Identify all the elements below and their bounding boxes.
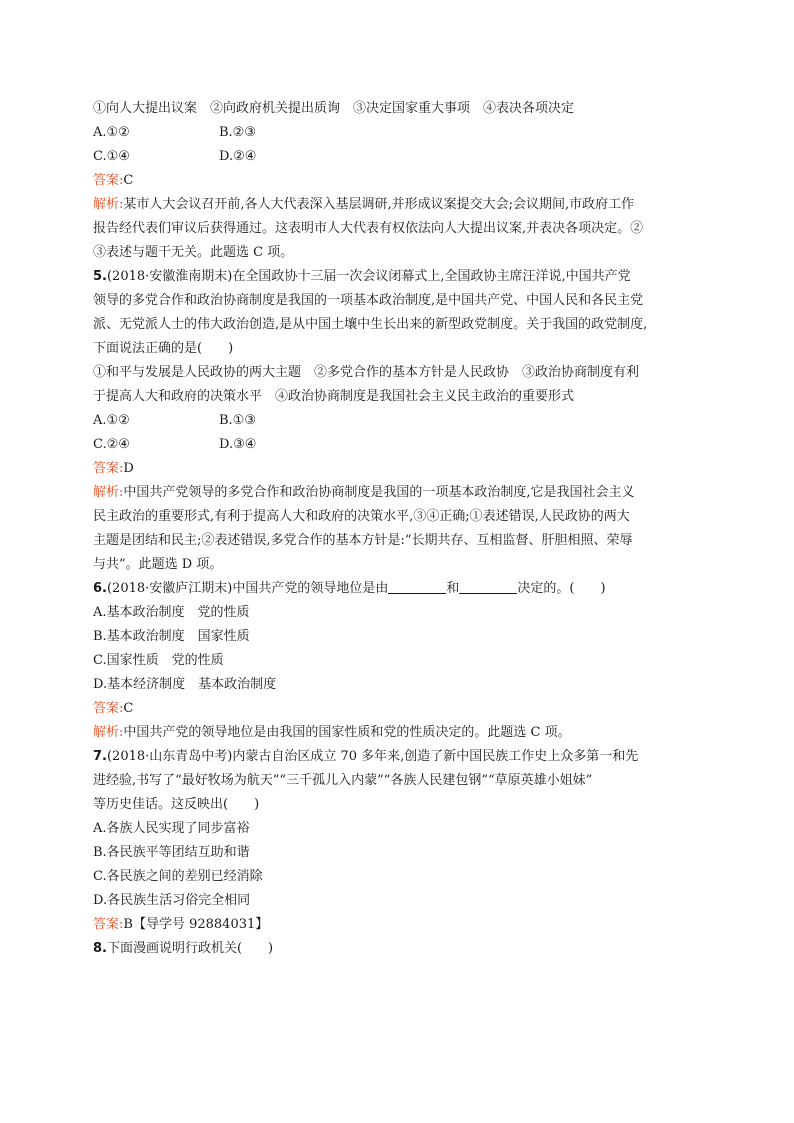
q5-stem-line-1 bbox=[93, 265, 713, 289]
q5-option-d: D.③④ bbox=[219, 437, 257, 452]
question-text: (2018·安徽淮南期末)在全国政协十三届一次会议闭幕式上,全国政协主席汪洋说,中国共产党 bbox=[106, 269, 631, 284]
q5-analysis-line-2: 民主政治的重要形式,有利于提高人大和政府的决策水平,③④正确;①表述错误,人民政协的两大 bbox=[93, 509, 630, 524]
q7-option-b: B.各民族平等团结互助和谐 bbox=[93, 845, 250, 860]
question-number: 7. bbox=[93, 749, 107, 764]
q5-options-row2 bbox=[93, 433, 713, 457]
analysis-text: 中国共产党领导的多党合作和政治协商制度是我国的一项基本政治制度,它是我国社会主义 bbox=[123, 485, 635, 500]
analysis-label: 解析: bbox=[93, 725, 124, 740]
q5-option-b: B.①③ bbox=[219, 413, 256, 428]
answer-value: B bbox=[123, 917, 133, 932]
analysis-label: 解析: bbox=[93, 485, 124, 500]
q4-option-d: D.②④ bbox=[219, 149, 257, 164]
q4-statements: ①向人大提出议案 ②向政府机关提出质询 ③决定国家重大事项 ④表决各项决定 bbox=[93, 101, 575, 116]
answer-value: C bbox=[123, 701, 134, 716]
q5-stem-line-2: 领导的多党合作和政治协商制度是我国的一项基本政治制度,是中国共产党、中国人民和各民主党 bbox=[93, 293, 644, 308]
q6-stem bbox=[93, 577, 713, 601]
q7-answer bbox=[93, 913, 713, 937]
answer-label: 答案: bbox=[93, 701, 124, 716]
q4-answer bbox=[93, 169, 713, 193]
fill-blank-2 bbox=[459, 578, 517, 594]
q4-analysis-line-2: 报告经代表们审议后获得通过。这表明市人大代表有权依法向人大提出议案,并表决各项决定。② bbox=[93, 221, 644, 236]
q5-option-a: A.①② bbox=[93, 413, 130, 428]
q4-analysis-line-3: ③表述与题干无关。此题选 C 项。 bbox=[93, 245, 294, 260]
q5-stem-line-3: 派、无党派人士的伟大政治创造,是从中国土壤中生长出来的新型政党制度。关于我国的政党制度, bbox=[93, 317, 648, 332]
q5-options-row1 bbox=[93, 409, 713, 433]
document-page bbox=[93, 97, 713, 961]
answer-label: 答案: bbox=[93, 173, 124, 188]
question-number: 5. bbox=[93, 269, 107, 284]
q6-analysis-line-1 bbox=[93, 721, 713, 745]
q7-stem-line-1 bbox=[93, 745, 713, 769]
question-number: 6. bbox=[93, 581, 107, 596]
question-number: 8. bbox=[93, 941, 107, 956]
q7-stem-line-2: 进经验,书写了“最好牧场为航天”“三千孤儿入内蒙”“各族人民建包钢”“草原英雄小姐妹” bbox=[93, 773, 593, 788]
answer-label: 答案: bbox=[93, 917, 124, 932]
q4-option-a: A.①② bbox=[93, 125, 130, 140]
q5-answer bbox=[93, 457, 713, 481]
fill-blank-1 bbox=[388, 578, 446, 594]
q4-options-row1 bbox=[93, 121, 713, 145]
q4-option-b: B.②③ bbox=[219, 125, 256, 140]
q5-statements-2: 于提高人大和政府的决策水平 ④政治协商制度是我国社会主义民主政治的重要形式 bbox=[93, 389, 575, 404]
q5-analysis-line-1 bbox=[93, 481, 713, 505]
q5-statements-1: ①和平与发展是人民政协的两大主题 ②多党合作的基本方针是人民政协 ③政治协商制度有利 bbox=[93, 365, 640, 380]
q4-option-c: C.①④ bbox=[93, 149, 130, 164]
q6-option-c: C.国家性质 党的性质 bbox=[93, 653, 224, 668]
q5-option-c: C.②④ bbox=[93, 437, 130, 452]
q4-analysis-line-1 bbox=[93, 193, 713, 217]
analysis-text: 某市人大会议召开前,各人大代表深入基层调研,并形成议案提交大会;会议期间,市政府工作 bbox=[123, 197, 635, 212]
q6-answer bbox=[93, 697, 713, 721]
q8-stem bbox=[93, 937, 713, 961]
question-text-post: 决定的。( ) bbox=[517, 581, 606, 596]
analysis-label: 解析: bbox=[93, 197, 124, 212]
q7-stem-line-3: 等历史佳话。这反映出( ) bbox=[93, 797, 260, 812]
q7-option-c: C.各民族之间的差别已经消除 bbox=[93, 869, 263, 884]
question-text: 下面漫画说明行政机关( ) bbox=[106, 941, 274, 956]
question-text: (2018·山东青岛中考)内蒙古自治区成立 70 多年来,创造了新中国民族工作史上众多第一和先 bbox=[106, 749, 639, 764]
q7-option-a: A.各族人民实现了同步富裕 bbox=[93, 821, 250, 836]
guide-number: 【导学号 92884031】 bbox=[132, 917, 269, 932]
q6-option-a: A.基本政治制度 党的性质 bbox=[93, 605, 250, 620]
question-text: (2018·安徽庐江期末)中国共产党的领导地位是由 bbox=[106, 581, 389, 596]
q4-options-row2 bbox=[93, 145, 713, 169]
q5-analysis-line-4: 与共”。此题选 D 项。 bbox=[93, 557, 223, 572]
answer-label: 答案: bbox=[93, 461, 124, 476]
q5-analysis-line-3: 主题是团结和民主;②表述错误,多党合作的基本方针是:“长期共存、互相监督、肝胆相照、荣辱 bbox=[93, 533, 633, 548]
answer-value: D bbox=[123, 461, 134, 476]
q7-option-d: D.各民族生活习俗完全相同 bbox=[93, 893, 251, 908]
analysis-text: 中国共产党的领导地位是由我国的国家性质和党的性质决定的。此题选 C 项。 bbox=[123, 725, 571, 740]
q6-option-d: D.基本经济制度 基本政治制度 bbox=[93, 677, 277, 692]
q6-option-b: B.基本政治制度 国家性质 bbox=[93, 629, 250, 644]
q5-stem-line-4: 下面说法正确的是( ) bbox=[93, 341, 234, 356]
question-text-mid: 和 bbox=[446, 581, 460, 596]
answer-value: C bbox=[123, 173, 134, 188]
